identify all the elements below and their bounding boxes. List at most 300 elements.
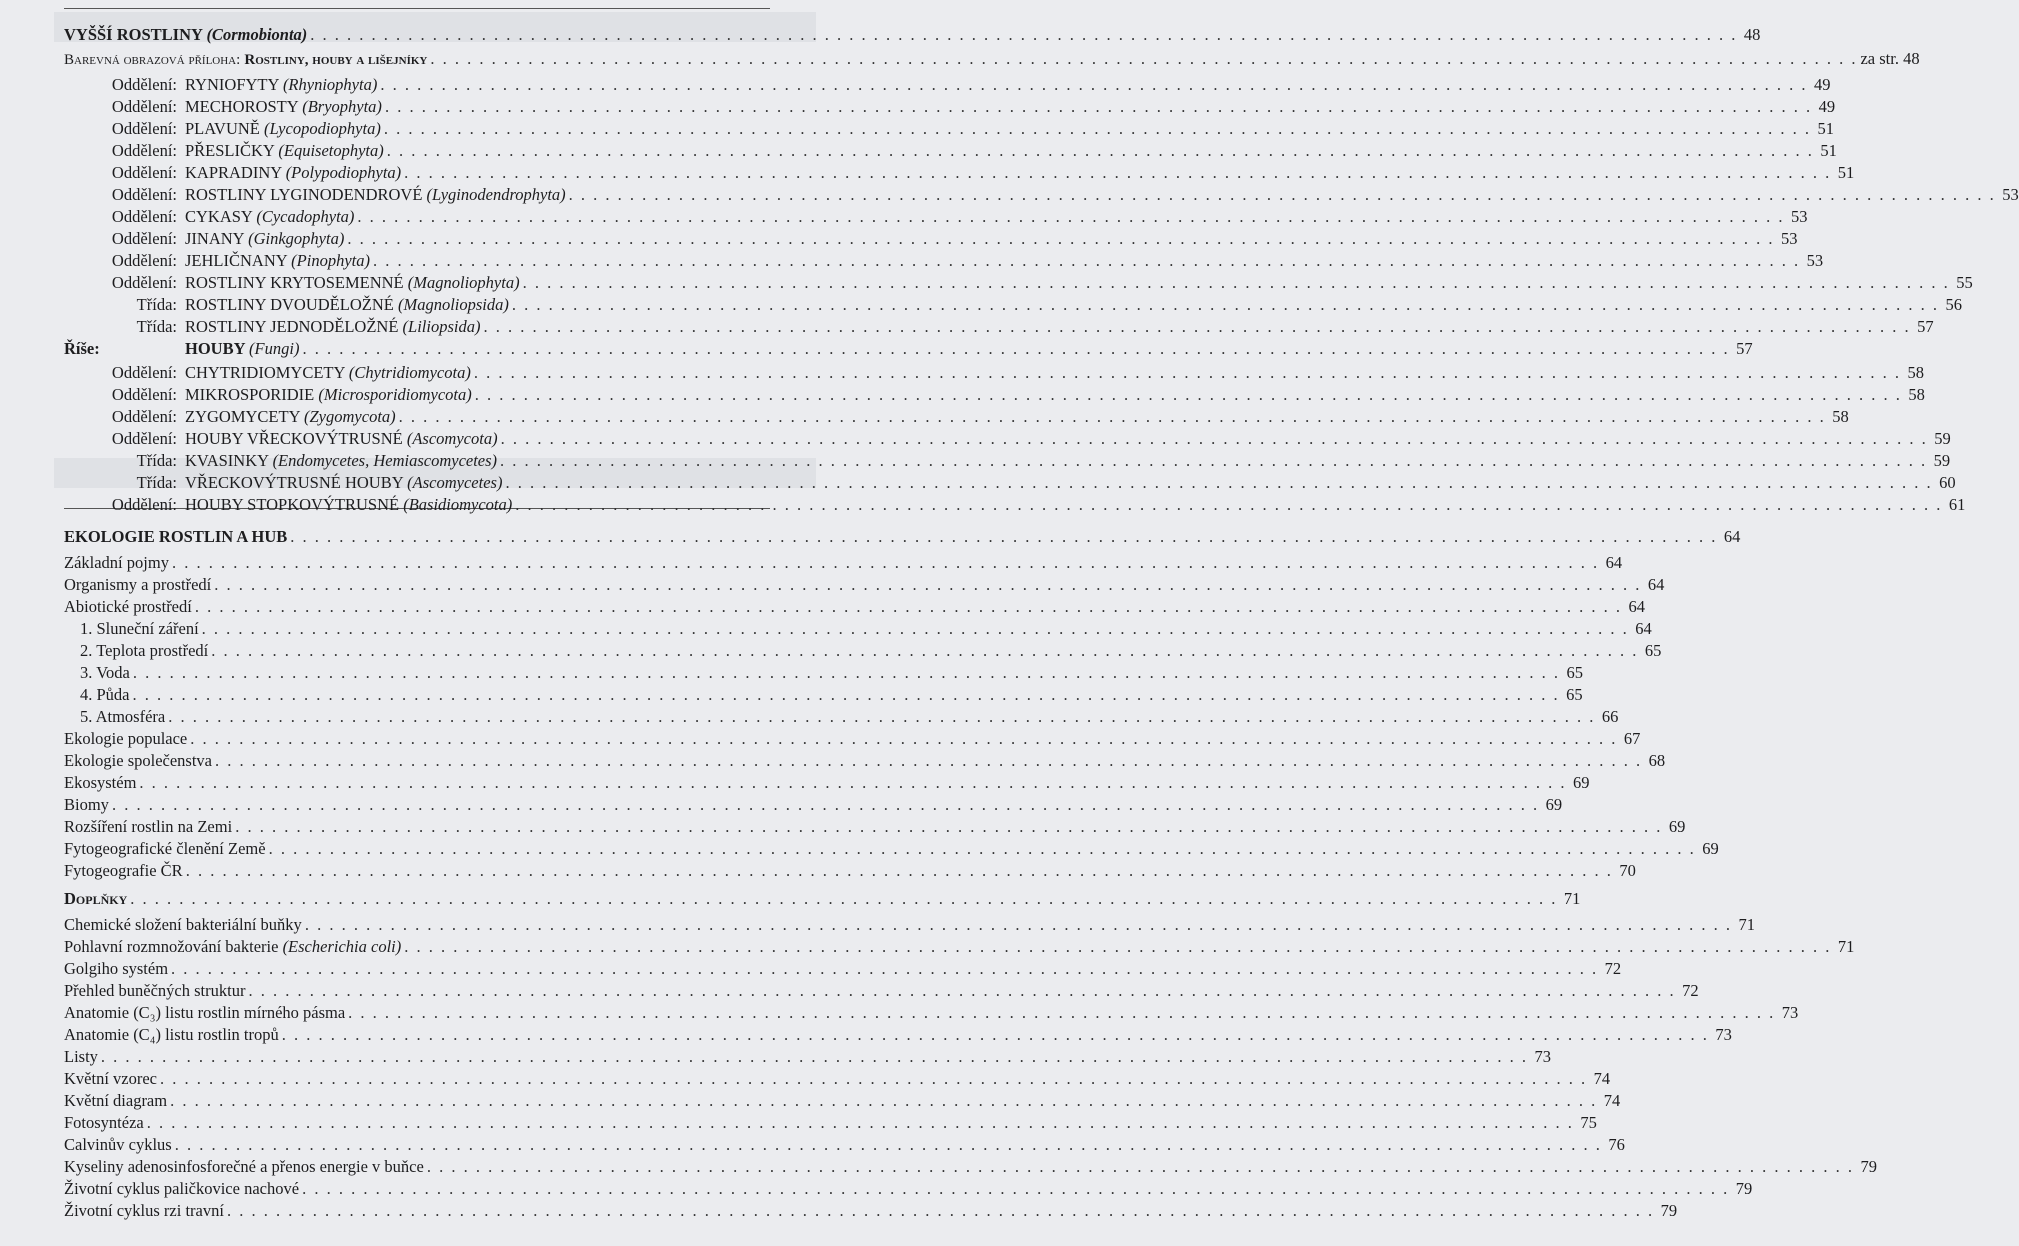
toc-leader-dots bbox=[302, 1178, 1729, 1200]
toc-page-number: 60 bbox=[1939, 473, 1956, 492]
toc-leader-dots bbox=[133, 662, 1560, 684]
toc-title bbox=[64, 48, 427, 71]
toc-leader-dots bbox=[211, 640, 1638, 662]
toc-latin-name: (Bryophyta) bbox=[302, 97, 382, 116]
toc-latin-name: (Ginkgophyta) bbox=[248, 229, 345, 248]
toc-rank-label: Oddělení: bbox=[111, 363, 177, 382]
toc-title bbox=[185, 140, 384, 162]
toc-title bbox=[64, 526, 287, 548]
toc-title-text: MECHOROSTY bbox=[185, 97, 299, 116]
toc-rank-label: Oddělení: bbox=[111, 119, 177, 138]
toc-latin-name: (Fungi) bbox=[249, 339, 300, 358]
toc-title-text: ROSTLINY LYGINODENDROVÉ bbox=[185, 185, 423, 204]
toc-title-text: Kyseliny adenosinfosforečné a přenos energie v buňce bbox=[64, 1157, 424, 1176]
toc-title-text: Životní cyklus paličkovice nachové bbox=[64, 1179, 300, 1198]
toc-title bbox=[80, 706, 165, 728]
toc-row[interactable] bbox=[64, 728, 1641, 750]
toc-page-number: 64 bbox=[1647, 575, 1665, 594]
toc-title bbox=[80, 640, 208, 662]
toc-title-text: Základní pojmy bbox=[64, 553, 169, 572]
toc-leader-dots bbox=[214, 574, 1641, 596]
toc-title bbox=[64, 1024, 279, 1046]
toc-rank-label: Oddělení: bbox=[111, 163, 177, 182]
toc-page-number: 51 bbox=[1837, 163, 1855, 182]
toc-title bbox=[185, 250, 370, 272]
toc-latin-name: (Polypodiophyta) bbox=[285, 163, 402, 182]
toc-leader-dots bbox=[302, 338, 1729, 360]
toc-rank-label: Oddělení: bbox=[111, 407, 177, 426]
toc-title bbox=[64, 914, 302, 936]
toc-title bbox=[64, 816, 232, 838]
toc-title-text: Abiotické prostředí bbox=[64, 597, 192, 616]
toc-leader-dots bbox=[387, 140, 1814, 162]
toc-title-text: JEHLIČNANY bbox=[185, 251, 288, 270]
toc-latin-name: (Liliopsida) bbox=[402, 317, 481, 336]
toc-latin-name: (Equisetophyta) bbox=[278, 141, 384, 160]
toc-page-number: 53 bbox=[1780, 229, 1798, 248]
toc-leader-dots bbox=[430, 48, 1857, 70]
toc-page-number: 53 bbox=[2002, 185, 2019, 204]
toc-row[interactable] bbox=[64, 184, 2019, 206]
toc-title bbox=[185, 294, 509, 316]
toc-row[interactable] bbox=[64, 1134, 1625, 1156]
toc-rank-label: Oddělení: bbox=[111, 429, 177, 448]
toc-page-number: 67 bbox=[1623, 729, 1641, 748]
toc-rank-label: Oddělení: bbox=[111, 495, 177, 514]
toc-title bbox=[185, 162, 401, 184]
toc-rank-label: Oddělení: bbox=[111, 251, 177, 270]
toc-row[interactable] bbox=[64, 1002, 1799, 1024]
toc-page-number: 70 bbox=[1619, 861, 1636, 880]
toc-rank-label: Oddělení: bbox=[111, 97, 177, 116]
toc-title bbox=[64, 574, 211, 596]
toc-title bbox=[64, 1178, 299, 1200]
toc-title-text: PŘESLIČKY bbox=[185, 141, 275, 160]
toc-page-number: 58 bbox=[1832, 407, 1849, 426]
toc-row[interactable] bbox=[64, 1200, 1678, 1222]
toc-title bbox=[64, 838, 266, 860]
toc-title-text: 2. Teplota prostředí bbox=[80, 641, 209, 660]
toc-leader-dots bbox=[404, 936, 1831, 958]
toc-leader-dots bbox=[399, 406, 1826, 428]
toc-leader-dots bbox=[515, 494, 1942, 516]
toc-row[interactable] bbox=[64, 526, 1741, 548]
toc-title bbox=[80, 684, 130, 706]
toc-page-number: 64 bbox=[1723, 527, 1741, 546]
toc-page-number: 64 bbox=[1605, 553, 1623, 572]
toc-title-text: Listy bbox=[64, 1047, 98, 1066]
toc-row[interactable] bbox=[64, 140, 1837, 162]
toc-rank-label: Třída: bbox=[136, 473, 177, 492]
toc-title bbox=[185, 472, 502, 494]
toc-leader-dots bbox=[512, 294, 1939, 316]
toc-rank-label: Oddělení: bbox=[111, 273, 177, 292]
toc-title bbox=[64, 1090, 167, 1112]
toc-row[interactable] bbox=[64, 958, 1622, 980]
toc-leader-dots bbox=[404, 162, 1831, 184]
toc-title bbox=[185, 384, 472, 406]
toc-title bbox=[80, 618, 199, 640]
toc-title bbox=[64, 1046, 98, 1068]
toc-title bbox=[64, 596, 192, 618]
toc-title-text: ROSTLINY KRYTOSEMENNÉ bbox=[185, 273, 404, 292]
toc-leader-dots bbox=[500, 450, 1927, 472]
toc-latin-name: (Pinophyta) bbox=[291, 251, 370, 270]
toc-leader-dots bbox=[227, 1200, 1654, 1222]
toc-page-number: 53 bbox=[1806, 251, 1824, 270]
toc-title-text: Golgiho systém bbox=[64, 959, 169, 978]
toc-page-number: 57 bbox=[1917, 317, 1934, 336]
toc-page-number: 69 bbox=[1545, 795, 1563, 814]
toc-page-number: 61 bbox=[1948, 495, 1966, 514]
toc-page-number: 65 bbox=[1566, 663, 1583, 682]
toc-row[interactable] bbox=[64, 338, 1753, 360]
toc-title-text: Organismy a prostředí bbox=[64, 575, 212, 594]
toc-row[interactable] bbox=[64, 1046, 1552, 1068]
toc-latin-name: (Cormobionta) bbox=[206, 25, 308, 44]
toc-title-text: Ekosystém bbox=[64, 773, 137, 792]
toc-page-number: 49 bbox=[1813, 75, 1831, 94]
toc-rank-label: Oddělení: bbox=[111, 385, 177, 404]
toc-page-number: 69 bbox=[1702, 839, 1719, 858]
toc-title-text: 3. Voda bbox=[80, 663, 130, 682]
toc-row[interactable] bbox=[64, 74, 1831, 96]
toc-page-number: 69 bbox=[1573, 773, 1590, 792]
toc-title bbox=[64, 936, 401, 958]
toc-title bbox=[185, 228, 344, 250]
toc-leader-dots bbox=[290, 526, 1717, 548]
toc-title bbox=[185, 338, 299, 360]
toc-row[interactable] bbox=[64, 860, 1636, 882]
toc-leader-dots bbox=[139, 772, 1566, 794]
toc-row[interactable] bbox=[64, 450, 1951, 472]
toc-title-text: Fytogeografické členění Země bbox=[64, 839, 266, 858]
toc-title-text: Rozšíření rostlin na Zemi bbox=[64, 817, 233, 836]
toc-row[interactable] bbox=[64, 406, 1849, 428]
toc-title bbox=[185, 206, 354, 228]
toc-latin-name: (Magnoliopsida) bbox=[397, 295, 509, 314]
toc-page-number: 72 bbox=[1604, 959, 1622, 978]
toc-page-number: 73 bbox=[1715, 1025, 1732, 1044]
toc-rank-label: Třída: bbox=[136, 451, 177, 470]
toc-latin-name: (Escherichia coli) bbox=[282, 937, 402, 956]
toc-page-number: 59 bbox=[1933, 451, 1951, 470]
toc-page-number: 56 bbox=[1945, 295, 1962, 314]
toc-page-number: 48 bbox=[1743, 25, 1761, 44]
toc-page-number: 79 bbox=[1660, 1201, 1678, 1220]
toc-title bbox=[185, 184, 566, 206]
toc-row[interactable] bbox=[64, 552, 1623, 574]
toc-page-number: 71 bbox=[1738, 915, 1755, 934]
toc-title bbox=[185, 118, 381, 140]
toc-title bbox=[185, 362, 471, 384]
toc-page-number: 73 bbox=[1534, 1047, 1552, 1066]
toc-row[interactable] bbox=[64, 596, 1645, 618]
toc-row[interactable] bbox=[64, 888, 1581, 910]
toc-title-text: Přehled buněčných struktur bbox=[64, 981, 246, 1000]
toc-latin-name: (Lyginodendrophyta) bbox=[426, 185, 566, 204]
toc-title-bold: Doplňky bbox=[64, 889, 128, 908]
toc-page-number: 79 bbox=[1735, 1179, 1753, 1198]
toc-page-number: 64 bbox=[1628, 597, 1645, 616]
toc-page-number: 68 bbox=[1648, 751, 1666, 770]
toc-page-number: 53 bbox=[1791, 207, 1808, 226]
toc-row[interactable] bbox=[64, 1024, 1732, 1046]
toc-row[interactable] bbox=[64, 706, 1619, 728]
toc-title-text: ROSTLINY JEDNODĚLOŽNÉ bbox=[185, 317, 399, 336]
toc-row[interactable] bbox=[64, 1112, 1597, 1134]
toc-latin-name: (Lycopodiophyta) bbox=[264, 119, 381, 138]
toc-title-text: Anatomie (C₃) listu rostlin mírného pásma bbox=[64, 1003, 346, 1022]
toc-row[interactable] bbox=[64, 316, 1934, 338]
toc-leader-dots bbox=[190, 728, 1617, 750]
toc-latin-name: (Cycadophyta) bbox=[256, 207, 355, 226]
toc-row[interactable] bbox=[64, 228, 1798, 250]
toc-title-text: KVASINKY bbox=[185, 451, 269, 470]
toc-page-number: 58 bbox=[1908, 385, 1925, 404]
toc-row[interactable] bbox=[64, 936, 1855, 958]
toc-title-bold: Rostliny, houby a lišejníky bbox=[244, 52, 428, 68]
toc-title-text: JINANY bbox=[185, 229, 244, 248]
toc-page-number: 58 bbox=[1907, 363, 1924, 382]
toc-leader-dots bbox=[380, 74, 1807, 96]
toc-title-text: Calvinův cyklus bbox=[64, 1135, 172, 1154]
toc-page-number: 73 bbox=[1781, 1003, 1799, 1022]
toc-page-number: 65 bbox=[1644, 641, 1662, 660]
toc-page-number: 71 bbox=[1563, 889, 1581, 908]
toc-page-number: 57 bbox=[1736, 339, 1753, 358]
toc-row[interactable] bbox=[64, 980, 1699, 1002]
toc-row[interactable] bbox=[64, 1090, 1621, 1112]
toc-leader-dots bbox=[171, 958, 1598, 980]
toc-latin-name: (Zygomycota) bbox=[304, 407, 396, 426]
toc-title-text: Ekologie společenstva bbox=[64, 751, 213, 770]
toc-title-text: Fotosyntéza bbox=[64, 1113, 144, 1132]
toc-leader-dots bbox=[133, 684, 1560, 706]
toc-page-number: 55 bbox=[1956, 273, 1973, 292]
toc-title-text: Květní diagram bbox=[64, 1091, 168, 1110]
toc-latin-name: (Chytridiomycota) bbox=[348, 363, 471, 382]
toc-page-number: 75 bbox=[1580, 1113, 1597, 1132]
toc-leader-dots bbox=[101, 1046, 1528, 1068]
toc-title-text: Květní vzorec bbox=[64, 1069, 157, 1088]
toc-row[interactable] bbox=[64, 662, 1583, 684]
toc-row[interactable] bbox=[64, 574, 1665, 596]
toc-latin-name: (Magnoliophyta) bbox=[407, 273, 520, 292]
toc-row[interactable] bbox=[64, 428, 1951, 450]
toc-title-text: HOUBY STOPKOVÝTRUSNÉ bbox=[185, 495, 400, 514]
toc-row[interactable] bbox=[64, 48, 1920, 70]
toc-leader-dots bbox=[475, 384, 1902, 406]
toc-title bbox=[64, 552, 169, 574]
toc-title-text: 5. Atmosféra bbox=[80, 707, 166, 726]
toc-title-text: VŘECKOVÝTRUSNÉ HOUBY bbox=[185, 473, 404, 492]
toc-title bbox=[64, 1068, 157, 1090]
toc-title-text: ZYGOMYCETY bbox=[185, 407, 300, 426]
toc-title-text: PLAVUNĚ bbox=[185, 119, 260, 138]
toc-row[interactable] bbox=[64, 914, 1755, 936]
toc-row[interactable] bbox=[64, 384, 1925, 406]
toc-title-text: Životní cyklus rzi travní bbox=[64, 1201, 224, 1220]
toc-rank-label: Třída: bbox=[136, 317, 177, 336]
toc-page-number: 74 bbox=[1593, 1069, 1611, 1088]
toc-title bbox=[64, 772, 136, 794]
toc-title bbox=[64, 1002, 345, 1024]
toc-latin-name: (Rhyniophyta) bbox=[282, 75, 378, 94]
toc-leader-dots bbox=[347, 228, 1774, 250]
toc-leader-dots bbox=[160, 1068, 1587, 1090]
toc-title bbox=[64, 24, 307, 46]
toc-leader-dots bbox=[357, 206, 1784, 228]
toc-title-text: Pohlavní rozmnožování bakterie bbox=[64, 937, 279, 956]
toc-title-text: HOUBY VŘECKOVÝTRUSNÉ bbox=[185, 429, 403, 448]
toc-leader-dots bbox=[373, 250, 1800, 272]
toc-title-text: MIKROSPORIDIE bbox=[185, 385, 315, 404]
toc-row[interactable] bbox=[64, 162, 1855, 184]
toc-page-number: 51 bbox=[1820, 141, 1837, 160]
toc-leader-dots bbox=[483, 316, 1910, 338]
toc-leader-dots bbox=[195, 596, 1622, 618]
toc-title-text: Biomy bbox=[64, 795, 109, 814]
toc-title bbox=[64, 1112, 144, 1134]
toc-title bbox=[185, 428, 498, 450]
toc-leader-dots bbox=[310, 24, 1737, 46]
toc-page-number: 72 bbox=[1682, 981, 1699, 1000]
toc-page-number: 79 bbox=[1860, 1157, 1877, 1176]
toc-leader-dots bbox=[501, 428, 1928, 450]
toc-title bbox=[185, 96, 382, 118]
toc-title-text: CYKASY bbox=[185, 207, 253, 226]
toc-row[interactable] bbox=[64, 1156, 1877, 1178]
toc-title bbox=[64, 958, 168, 980]
toc-rank-label: Oddělení: bbox=[111, 207, 177, 226]
toc-leader-dots bbox=[348, 1002, 1775, 1024]
toc-title-text: RYNIOFYTY bbox=[185, 75, 279, 94]
toc-leader-dots bbox=[523, 272, 1950, 294]
toc-leader-dots bbox=[427, 1156, 1854, 1178]
toc-leader-dots bbox=[569, 184, 1996, 206]
toc-rank-label: Oddělení: bbox=[111, 75, 177, 94]
toc-row[interactable] bbox=[64, 772, 1590, 794]
toc-leader-dots bbox=[147, 1112, 1574, 1134]
toc-page-number: 71 bbox=[1837, 937, 1855, 956]
toc-leader-dots bbox=[384, 118, 1811, 140]
toc-row[interactable] bbox=[64, 24, 1761, 46]
toc-page-number: 76 bbox=[1608, 1135, 1625, 1154]
toc-row[interactable] bbox=[64, 750, 1666, 772]
toc-page-number: 69 bbox=[1668, 817, 1686, 836]
toc-title bbox=[185, 450, 497, 472]
toc-leader-dots bbox=[202, 618, 1629, 640]
toc-page-number: 51 bbox=[1817, 119, 1834, 138]
toc-title-text: EKOLOGIE ROSTLIN A HUB bbox=[64, 527, 288, 546]
toc-latin-name: (Ascomycetes) bbox=[407, 473, 503, 492]
toc-page-number: 65 bbox=[1566, 685, 1583, 704]
toc-row[interactable] bbox=[64, 838, 1719, 860]
toc-row[interactable] bbox=[64, 684, 1583, 706]
toc-page-number: za str. 48 bbox=[1860, 49, 1920, 68]
toc-title bbox=[64, 888, 127, 910]
toc-page-number: 74 bbox=[1603, 1091, 1621, 1110]
toc-title bbox=[185, 494, 512, 516]
toc-leader-dots bbox=[505, 472, 1932, 494]
toc-leader-dots bbox=[172, 552, 1599, 574]
toc-title-text: 1. Sluneční záření bbox=[80, 619, 199, 638]
toc-title bbox=[64, 1200, 224, 1222]
toc-row[interactable] bbox=[64, 618, 1652, 640]
toc-page-number: 64 bbox=[1635, 619, 1652, 638]
toc-title-text: Chemické složení bakteriální buňky bbox=[64, 915, 302, 934]
toc-title bbox=[64, 860, 183, 882]
toc-rank-label: Říše: bbox=[64, 339, 100, 358]
toc-title-text: Fytogeografie ČR bbox=[64, 861, 183, 880]
toc-leader-dots bbox=[305, 914, 1732, 936]
toc-title-text: Ekologie populace bbox=[64, 729, 188, 748]
toc-row[interactable] bbox=[64, 1178, 1753, 1200]
toc-title-text: KAPRADINY bbox=[185, 163, 282, 182]
toc-leader-dots bbox=[248, 980, 1675, 1002]
toc-row[interactable] bbox=[64, 250, 1824, 272]
toc-row[interactable] bbox=[64, 96, 1836, 118]
toc-row[interactable] bbox=[64, 640, 1662, 662]
toc-row[interactable] bbox=[64, 272, 1973, 294]
toc-leader-dots bbox=[112, 794, 1539, 816]
toc-title bbox=[64, 1134, 172, 1156]
toc-leader-dots bbox=[168, 706, 1595, 728]
toc-leader-dots bbox=[474, 362, 1901, 384]
toc-page-number: 49 bbox=[1818, 97, 1836, 116]
toc-row[interactable] bbox=[64, 362, 1924, 384]
toc-title bbox=[64, 980, 245, 1002]
toc-rank-label: Oddělení: bbox=[111, 185, 177, 204]
toc-title-text: Anatomie (C₄) listu rostlin tropů bbox=[64, 1025, 279, 1044]
toc-rank-label: Třída: bbox=[136, 295, 177, 314]
toc-title-text: VYŠŠÍ ROSTLINY bbox=[64, 25, 203, 44]
toc-title bbox=[80, 662, 130, 684]
toc-latin-name: (Basidiomycota) bbox=[403, 495, 513, 514]
toc-title-text: 4. Půda bbox=[80, 685, 130, 704]
toc-rank-label: Oddělení: bbox=[111, 141, 177, 160]
toc-latin-name: (Microsporidiomycota) bbox=[318, 385, 472, 404]
toc-leader-dots bbox=[215, 750, 1642, 772]
toc-title bbox=[64, 1156, 424, 1178]
toc-row[interactable] bbox=[64, 816, 1686, 838]
toc-row[interactable] bbox=[64, 118, 1834, 140]
toc-leader-dots bbox=[186, 860, 1613, 882]
toc-rank-label: Oddělení: bbox=[111, 229, 177, 248]
toc-prefix: Barevná obrazová příloha: bbox=[64, 52, 241, 68]
toc-row[interactable] bbox=[64, 206, 1808, 228]
toc-title bbox=[64, 750, 212, 772]
toc-row[interactable] bbox=[64, 1068, 1611, 1090]
toc-title-text: HOUBY bbox=[185, 339, 245, 358]
toc-row[interactable] bbox=[64, 472, 1956, 494]
toc-title bbox=[185, 316, 480, 338]
toc-leader-dots bbox=[282, 1024, 1709, 1046]
toc-title bbox=[185, 272, 520, 294]
toc-row[interactable] bbox=[64, 294, 1962, 316]
toc-leader-dots bbox=[269, 838, 1696, 860]
toc-leader-dots bbox=[170, 1090, 1597, 1112]
toc-row[interactable] bbox=[64, 494, 1966, 516]
toc-row[interactable] bbox=[64, 794, 1563, 816]
toc-title bbox=[64, 728, 187, 750]
divider-top bbox=[64, 8, 770, 9]
toc-leader-dots bbox=[235, 816, 1662, 838]
toc-title bbox=[64, 794, 109, 816]
toc-page-number: 66 bbox=[1601, 707, 1619, 726]
toc-latin-name: (Ascomycota) bbox=[406, 429, 498, 448]
